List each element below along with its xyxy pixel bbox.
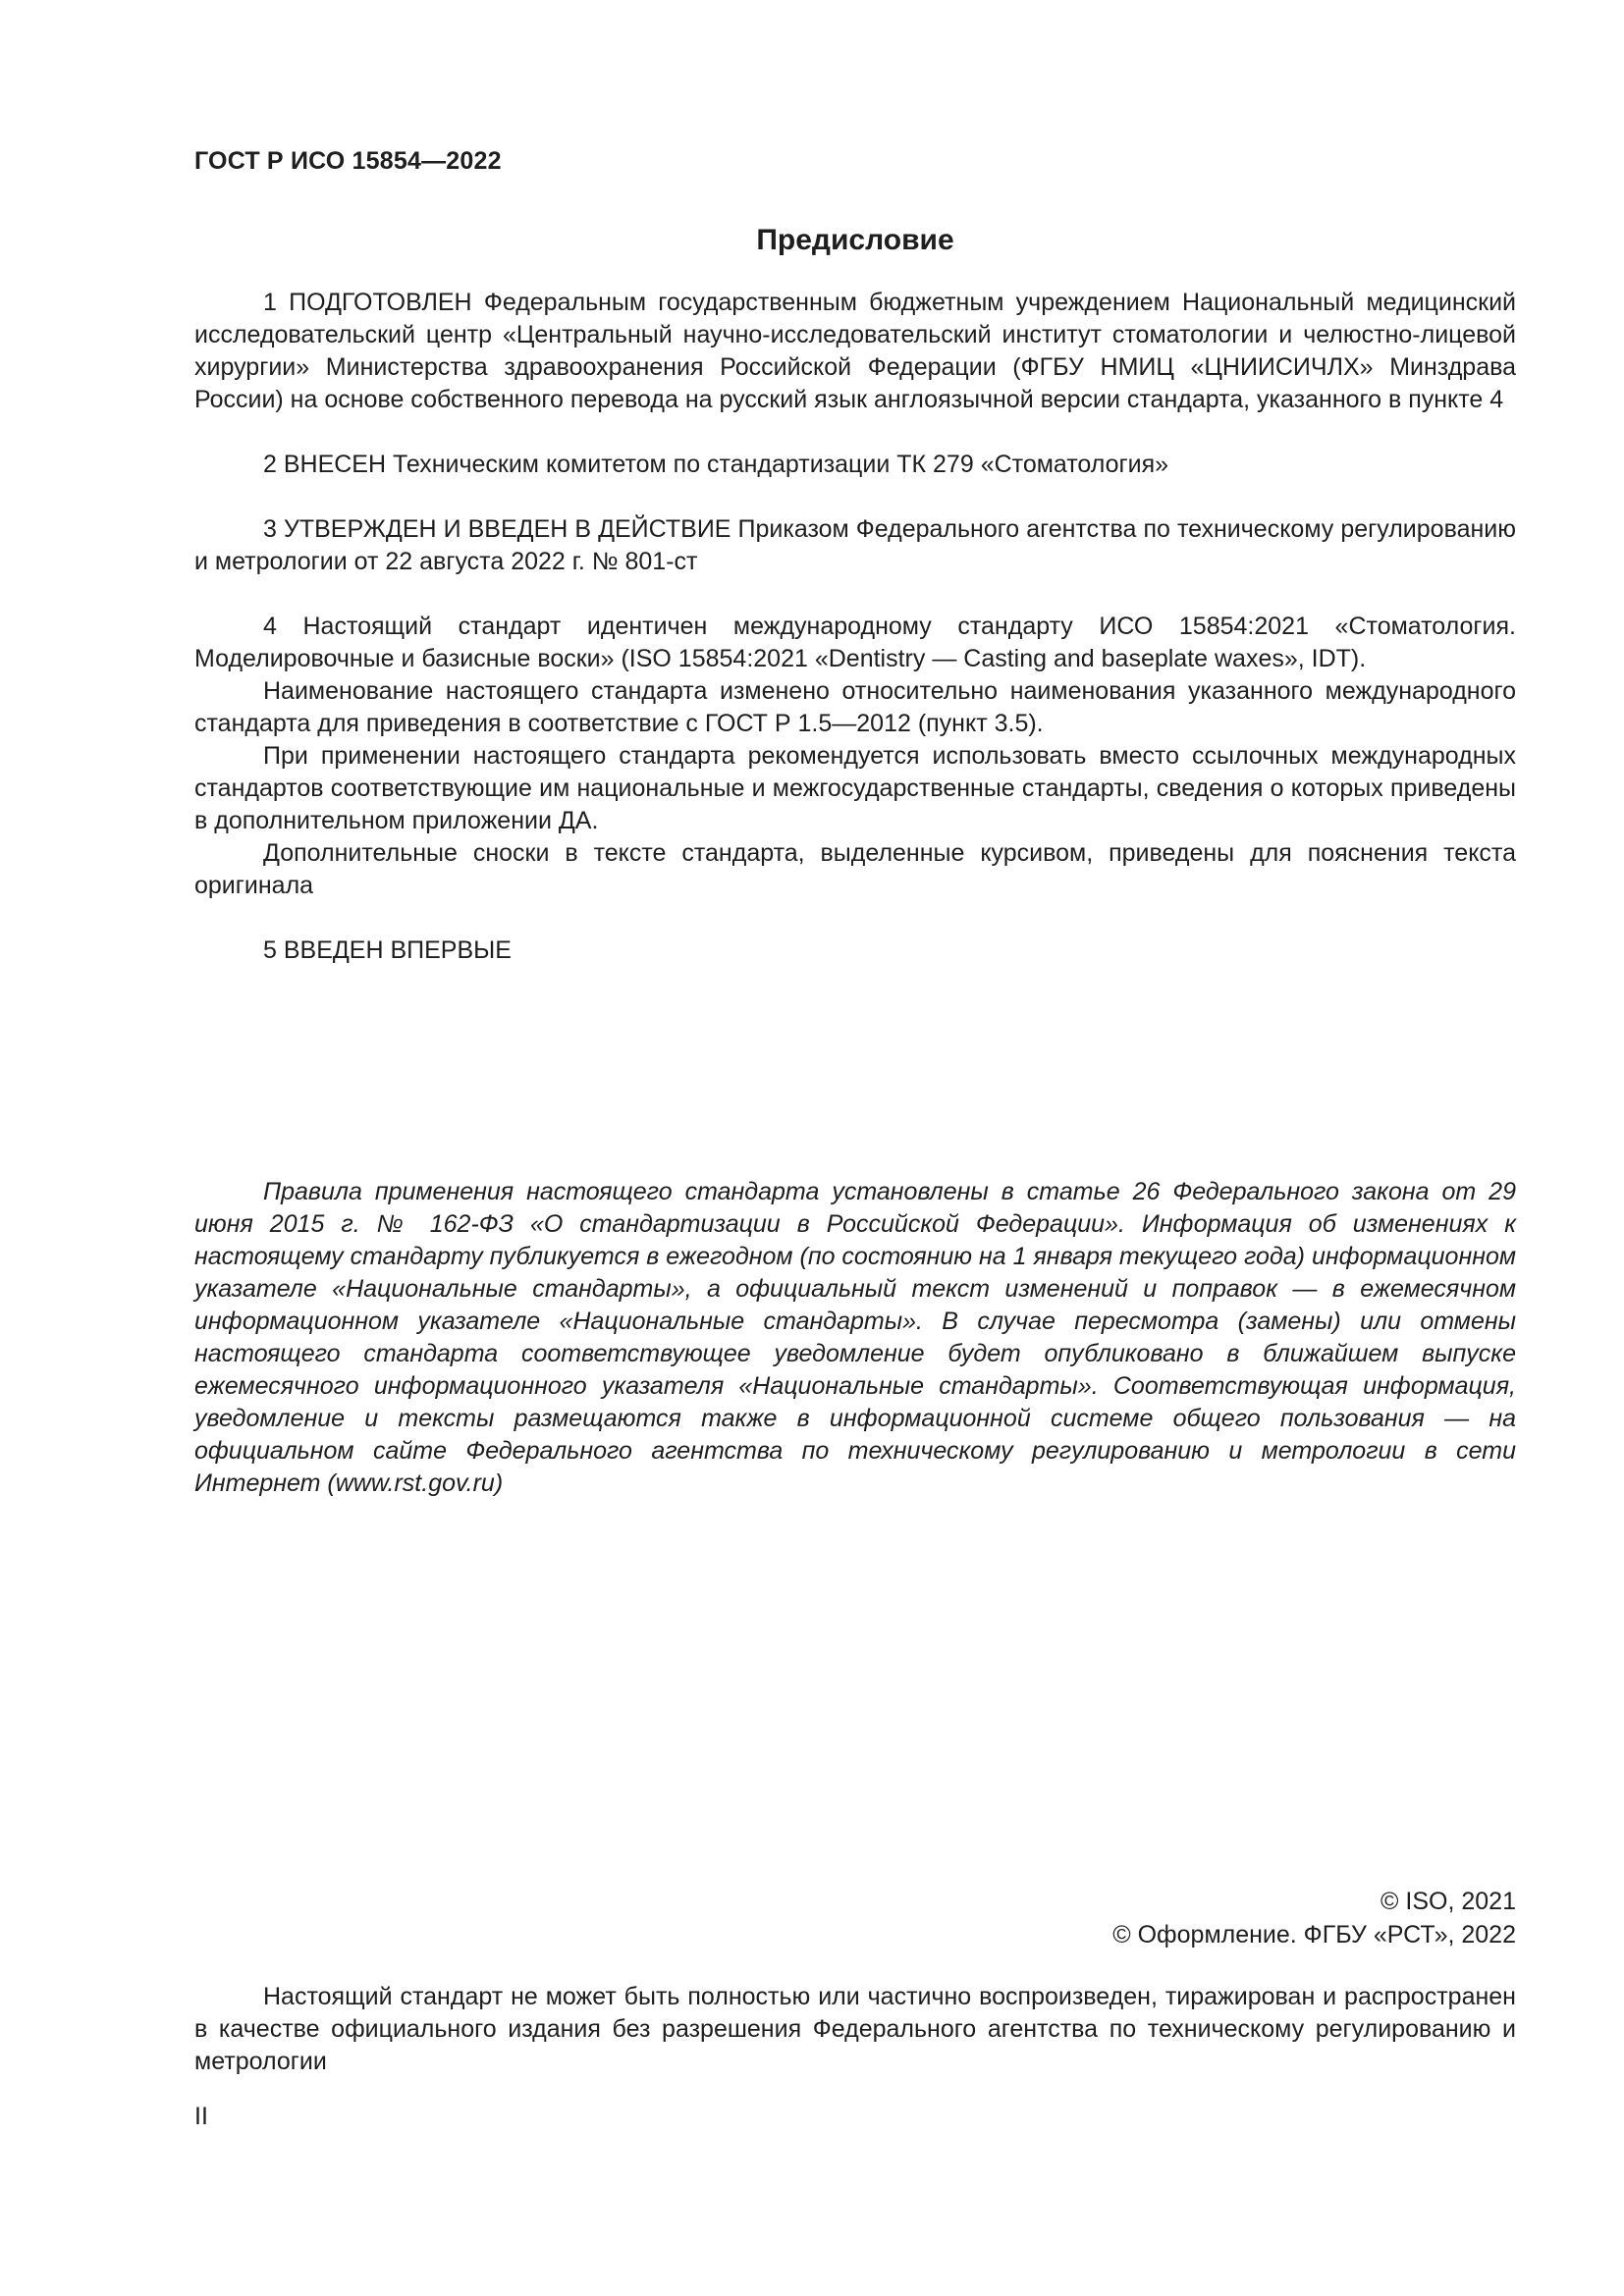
foreword-item-4-references-note: При применении настоящего стандарта рекомендуется использовать вместо ссылочных международных стандартов соответствующие им национальные и межгосударственные стандарты, сведения о которых приведены в дополнительном приложении ДА.: [194, 742, 1516, 834]
document-code: ГОСТ Р ИСО 15854—2022: [194, 147, 502, 175]
rules-notice: [194, 1176, 1516, 1500]
foreword-item-4-title-note: Наименование настоящего стандарта изменено относительно наименования указанного международного стандарта для приведения в соответствие с ГОСТ Р 1.5—2012 (пункт 3.5).: [194, 677, 1516, 737]
page-number: II: [194, 2103, 208, 2130]
reproduction-notice-text: Настоящий стандарт не может быть полностью или частично воспроизведен, тиражирован и распространен в качестве официального издания без разрешения Федерального агентства по техническому регулированию и метрологии: [194, 1983, 1516, 2075]
foreword-item-3: 3 УТВЕРЖДЕН И ВВЕДЕН В ДЕЙСТВИЕ Приказом Федерального агентства по техническому регулированию и метрологии от 22 августа 2022 г. № 801-ст: [194, 515, 1516, 575]
copyright-block: [1112, 1885, 1516, 1951]
copyright-design: © Оформление. ФГБУ «РСТ», 2022: [1112, 1921, 1516, 1949]
foreword-title: Предисловие: [756, 224, 954, 256]
foreword-item-4: 4 Настоящий стандарт идентичен международному стандарту ИСО 15854:2021 «Стоматология. Моделировочные и базисные воски» (ISO 15854:2021 «Dentistry — Casting and baseplate waxes», IDT).: [194, 613, 1516, 672]
foreword-item-4-footnotes-note: Дополнительные сноски в тексте стандарта, выделенные курсивом, приведены для пояснения текста оригинала: [194, 839, 1516, 899]
foreword-body: [194, 287, 1516, 967]
foreword-item-1: 1 ПОДГОТОВЛЕН Федеральным государственным бюджетным учреждением Национальный медицинский исследовательский центр «Центральный научно-исследовательский институт стоматологии и челюстно-лицевой хирургии» Министерства здравоохранения Российской Федерации (ФГБУ НМИЦ «ЦНИИСИЧЛХ» Минздрава России) на основе собственного перевода на русский язык англоязычной версии стандарта, указанного в пункте 4: [194, 289, 1516, 413]
foreword-item-2: 2 ВНЕСЕН Техническим комитетом по стандартизации ТК 279 «Стоматология»: [263, 451, 1169, 478]
copyright-iso: © ISO, 2021: [1380, 1888, 1516, 1915]
document-page: [194, 0, 1516, 2296]
reproduction-notice: [194, 1981, 1516, 2078]
rules-notice-text: Правила применения настоящего стандарта установлены в статье 26 Федерального закона от 29 июня 2015 г. № 162-ФЗ «О стандартизации в Российской Федерации». Информация об изменениях к настоящему стандарту публикуется в ежегодном (по состоянию на 1 января текущего года) информационном указателе «Национальные стандарты», а официальный текст изменений и поправок — в ежемесячном информационном указателе «Национальные стандарты». В случае пересмотра (замены) или отмены настоящего стандарта соответствующее уведомление будет опубликовано в ближайшем выпуске ежемесячного информационного указателя «Национальные стандарты». Соответствующая информация, уведомление и тексты размещаются также в информационной системе общего пользования — на официальном сайте Федерального агентства по техническому регулированию и метрологии в сети Интернет (www.rst.gov.ru): [194, 1178, 1517, 1497]
foreword-item-5: 5 ВВЕДЕН ВПЕРВЫЕ: [263, 936, 512, 964]
